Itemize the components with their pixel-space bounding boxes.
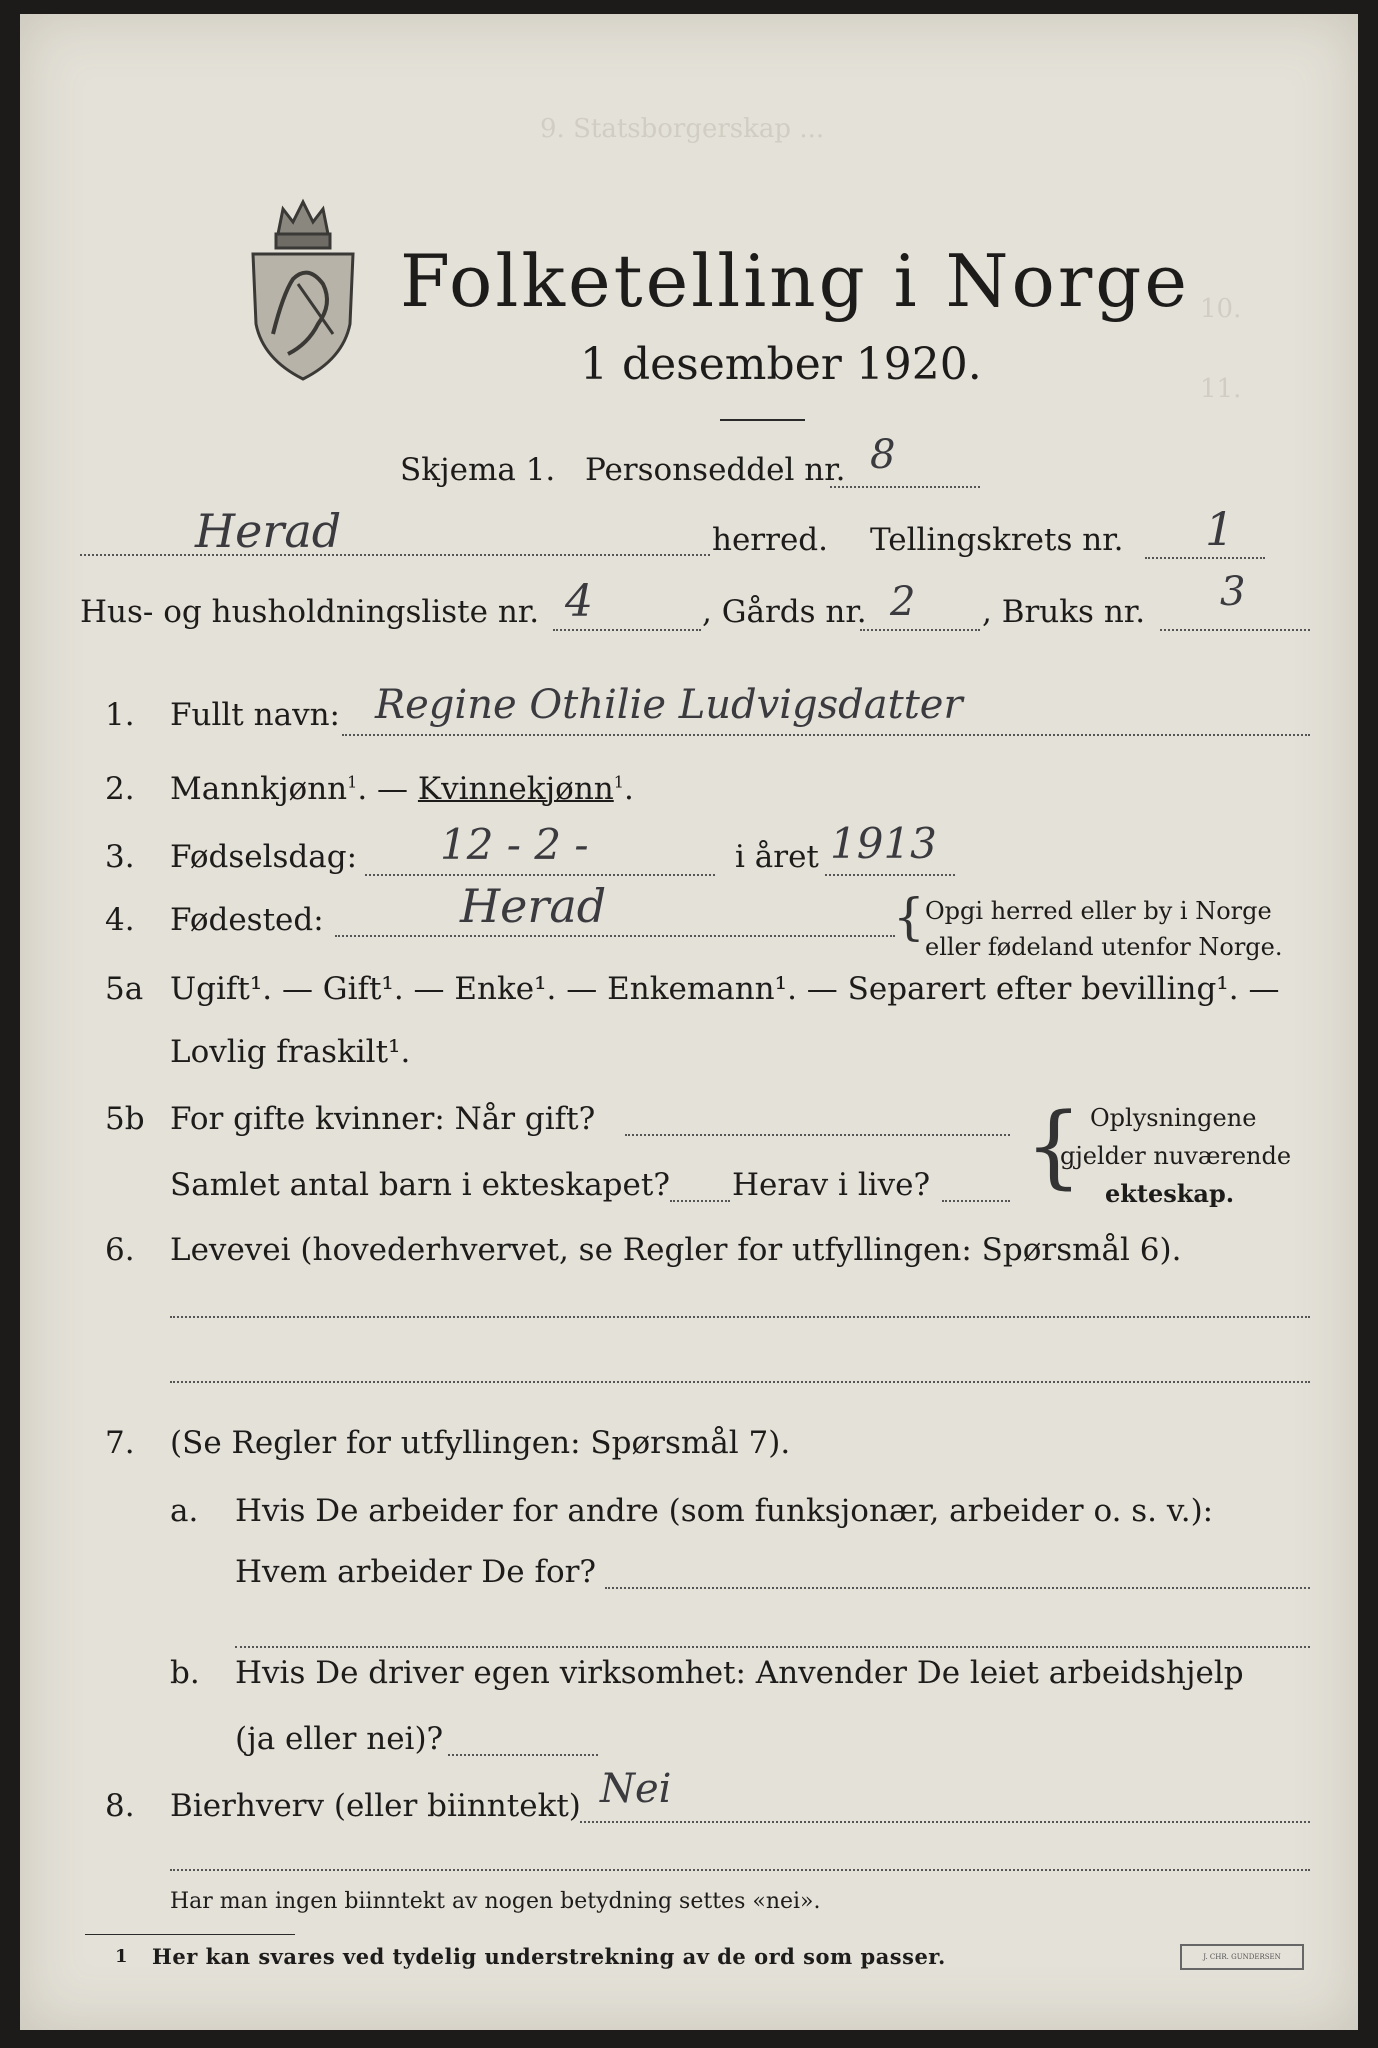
herred-value: Herad — [195, 504, 342, 558]
q4-label: Fødested: — [170, 902, 324, 938]
q3-value: 12 - 2 - — [440, 820, 589, 869]
schema-label: Skjema 1. — [400, 452, 556, 488]
q7-number: 7. — [105, 1425, 135, 1461]
q6-field-line-2 — [170, 1381, 1310, 1383]
q5b-children-field-line — [670, 1200, 730, 1202]
q3-label: Fødselsdag: — [170, 839, 358, 875]
footnote-marker: 1 — [347, 772, 358, 792]
q7a-line2: Hvem arbeider De for? — [235, 1554, 597, 1590]
footnote-text: Her kan svares ved tydelig understrekning av de ord som passer. — [152, 1944, 946, 1969]
q3-year-field-line — [825, 874, 955, 876]
personseddel-value: 8 — [870, 432, 896, 478]
q5a-number: 5a — [105, 971, 144, 1007]
q6-field-line-1 — [170, 1316, 1310, 1318]
footnote-marker: 1 — [613, 772, 624, 792]
q2-kvinnekjonn: Kvinnekjønn — [417, 771, 614, 807]
q6-number: 6. — [105, 1232, 135, 1268]
q8-label: Bierhverv (eller biinntekt) — [170, 1788, 581, 1824]
bleed-through-text: 10. — [1200, 294, 1242, 324]
q1-field-line — [342, 734, 1310, 736]
q8-number: 8. — [105, 1788, 135, 1824]
q7b-field-line — [448, 1754, 598, 1756]
tellingskrets-field-line — [1145, 557, 1265, 559]
q4-value: Herad — [460, 879, 607, 933]
q1-label: Fullt navn: — [170, 697, 340, 733]
title-divider — [720, 419, 805, 421]
q4-field-line — [335, 935, 895, 937]
bruks-field-line — [1160, 629, 1310, 631]
tellingskrets-label: Tellingskrets nr. — [870, 522, 1124, 558]
q5b-when-field-line — [625, 1134, 1010, 1136]
q5a-line2: Lovlig fraskilt¹. — [170, 1034, 411, 1070]
q7b-line1: Hvis De driver egen virksomhet: Anvender De leiet arbeidshjelp — [235, 1655, 1244, 1691]
q7a-line1: Hvis De arbeider for andre (som funksjonær, arbeider o. s. v.): — [235, 1493, 1214, 1529]
q5b-line1: For gifte kvinner: Når gift? — [170, 1101, 596, 1137]
q7a-label: a. — [170, 1493, 199, 1529]
q2-separator: . — — [357, 771, 418, 807]
herred-field-line — [80, 554, 710, 556]
page-title: Folketelling i Norge — [400, 239, 1190, 323]
q1-value: Regine Othilie Ludvigsdatter — [375, 682, 963, 728]
husholdningsliste-label: Hus- og husholdningsliste nr. — [80, 594, 540, 630]
footnote-marker: 1 — [115, 1946, 128, 1967]
q8-field-line-1 — [580, 1821, 1310, 1823]
q1-number: 1. — [105, 697, 135, 733]
q4-note-line1: Opgi herred eller by i Norge — [925, 897, 1272, 925]
q2-text — [170, 771, 634, 807]
census-date: 1 desember 1920. — [580, 339, 982, 390]
q5b-alive-label: Herav i live? — [732, 1167, 931, 1203]
personseddel-field-line — [830, 486, 980, 488]
q8-field-line-2 — [170, 1869, 1310, 1871]
q3-year-value: 1913 — [830, 819, 937, 868]
bruks-label: , Bruks nr. — [982, 594, 1146, 630]
bottom-note: Har man ingen biinntekt av nogen betydning settes «nei». — [170, 1889, 821, 1914]
herred-label: herred. — [712, 522, 828, 558]
husholdningsliste-field-line — [553, 629, 701, 631]
q7b-line2: (ja eller nei)? — [235, 1721, 444, 1757]
personseddel-label: Personseddel nr. — [585, 452, 846, 488]
bruks-value: 3 — [1220, 569, 1246, 615]
q7a-field-line-1 — [605, 1587, 1310, 1589]
q5b-number: 5b — [105, 1101, 145, 1137]
q2-number: 2. — [105, 771, 135, 807]
q2-mannkjonn: Mannkjønn — [170, 771, 348, 807]
tellingskrets-value: 1 — [1205, 502, 1235, 556]
printer-stamp — [1180, 1944, 1304, 1970]
q7a-field-line-2 — [235, 1646, 1310, 1648]
q5b-alive-field-line — [942, 1200, 1010, 1202]
q2-end: . — [623, 771, 634, 807]
q5a-line1: Ugift¹. — Gift¹. — Enke¹. — Enkemann¹. — Separert efter bevilling¹. — — [170, 971, 1280, 1007]
q5b-children-label: Samlet antal barn i ekteskapet? — [170, 1167, 670, 1203]
bleed-through-text: 11. — [1200, 374, 1242, 404]
printer-stamp-text: J. CHR. GUNDERSEN — [1203, 1953, 1281, 1961]
bleed-through-text: 9. Statsborgerskap ... — [540, 114, 825, 144]
husholdningsliste-value: 4 — [565, 576, 593, 627]
footnote-divider — [85, 1934, 295, 1935]
q3-field-line — [365, 874, 715, 876]
q5b-note-brace: { — [1025, 1094, 1083, 1199]
q8-value: Nei — [600, 1766, 672, 1812]
q5b-note-line3: ekteskap. — [1105, 1179, 1235, 1208]
gards-field-line — [860, 629, 980, 631]
q7b-label: b. — [170, 1655, 200, 1691]
gards-value: 2 — [890, 579, 916, 625]
gards-label: , Gårds nr. — [702, 594, 867, 630]
q5b-note-line1: Oplysningene — [1090, 1104, 1257, 1132]
q4-note-line2: eller fødeland utenfor Norge. — [925, 933, 1283, 961]
q3-year-label: i året — [735, 839, 819, 875]
q3-number: 3. — [105, 839, 135, 875]
q4-note-brace: { — [893, 888, 925, 946]
census-form — [20, 14, 1358, 2030]
q6-text: Levevei (hovederhvervet, se Regler for utfyllingen: Spørsmål 6). — [170, 1232, 1182, 1268]
q4-number: 4. — [105, 902, 135, 938]
q5b-note-line2: gjelder nuværende — [1060, 1142, 1292, 1170]
q7-text: (Se Regler for utfyllingen: Spørsmål 7). — [170, 1425, 791, 1461]
coat-of-arms-icon — [238, 184, 368, 384]
